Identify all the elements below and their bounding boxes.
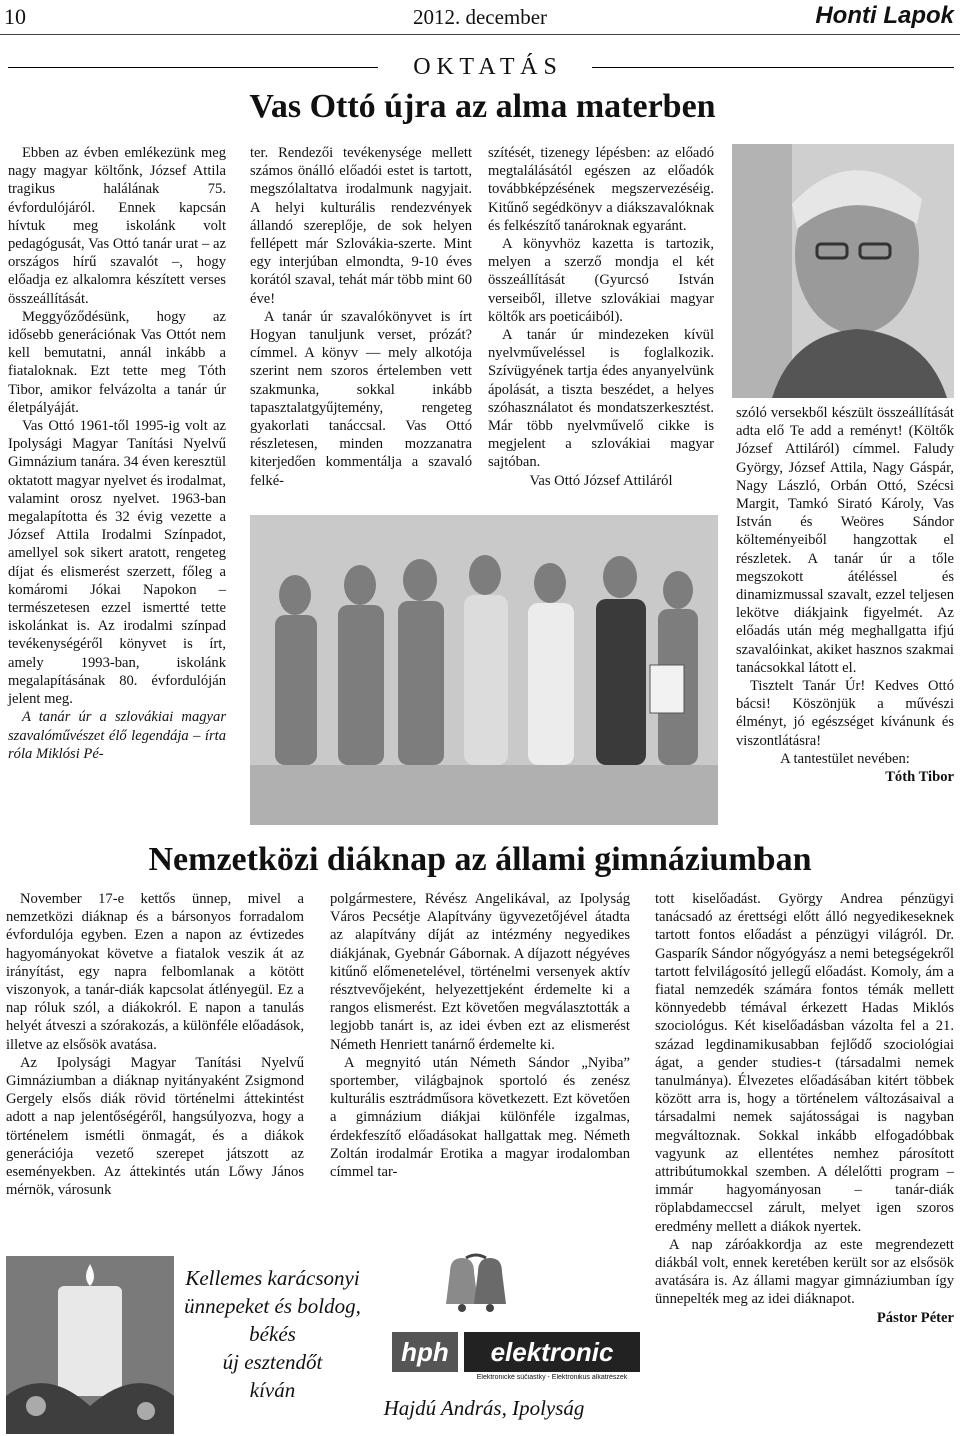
logo-hph: hph: [392, 1332, 458, 1372]
paragraph: A tanár úr a szlovákiai magyar szavalóművészet élő legendája – írta róla Miklósi Pé-: [8, 709, 226, 762]
ad-logo: [392, 1332, 640, 1388]
section-rule-left: [8, 67, 378, 68]
article1-column-4: [736, 404, 954, 786]
header-rule: [0, 34, 960, 35]
paragraph: szóló versekből készült összeállítását adta elő Te add a reményt! (Költők József Attiláról) címmel. Faludy György, József Attila, Nagy Gáspár, Nagy László, Orbán Ottó, Szécsi Margit, Tamkó Sirató Károly, Vas István és Weöres Sándor költeményeiből hangzottak el részletek. A tanár úr a tőle megszokott átéléssel és dinamizmussal szavalt, ezzel teljesen lekötve diákjaink figyelmét. Az előadás után még meghallgatta ifjú szavalóinkat, akiket hasznos szakmai tanácsokkal látott el.: [736, 405, 954, 676]
paragraph: ter. Rendezői tevékenysége mellett számos önálló előadói estet is tartott, megszólaltatva irodalmunk nagyjait. A helyi kulturális rendezvények állandó szereplője, de sok helyen fellépett már Szlovákia-szerte. Mint egy interjúban elmondta, 9-10 éves korától szaval, tehát már több mint 60 éve!: [250, 145, 472, 307]
paragraph: Meggyőződésünk, hogy az idősebb generációnak Vas Ottót nem kell bemutatni, annál inkább a fiataloknak. Ezt tette meg Tóth Tibor, amikor felvázolta a tanár úr életpályáját.: [8, 308, 226, 416]
paragraph: A nap záróakkordja az este megrendezett diákbál volt, ennek keretében került sor az elsősök avatására is. Az állami magyar gimnáziumban így ünnepelték meg az idei diáknapot.: [655, 1236, 954, 1308]
section-rule-right: [592, 67, 954, 68]
greeting-line: új esztendőt: [222, 1350, 323, 1374]
article1-column-3: [488, 144, 714, 490]
paragraph: A könyvhöz kazetta is tartozik, melyen a szerző mondja el két összeállítását (Gyurcsó István verseiből, illetve szlovákiai magyar költők ars poeticáiból).: [488, 236, 714, 325]
article1-column-1: [8, 144, 226, 763]
greeting-line: békés: [249, 1322, 296, 1346]
author: Tóth Tibor: [885, 769, 954, 786]
paragraph: szítését, tizenegy lépésben: az előadó megtalálásától egészen az előadók továbbképzésének megszervezéséig. Kitűnő segédkönyv a diákszavalóknak és felkészítő tanároknak egyaránt.: [488, 145, 714, 234]
page-number: 10: [4, 4, 26, 29]
paragraph: November 17-e kettős ünnep, mivel a nemzetközi diáknap és a bársonyos forradalom évfordulója egyben. Ezen a napon az évtizedes hagyományokat követve a fiatalok veszik át az irányítást, egy napra felbomlanak a kötött viszonyok, a tanár-diák kapcsolat átlényegül. Ez a nap róluk szól, a diákokról. E napon a tanulás helyét átveszi a szórakozás, a különféle előadások, illetve az elsősök avatása.: [6, 891, 304, 1053]
logo-subtitle: Elektronické súčiastky - Elektronikus alkatrészek: [476, 1374, 628, 1381]
article2-title: Nemzetközi diáknap az állami gimnáziumban: [148, 841, 812, 878]
paragraph: tott kiselőadást. György Andrea pénzügyi tanácsadó az érettségi előtt álló negyedikeseknek tartott fontos előadást a pénzügyi világról. Dr. Gasparík Sándor nőgyógyász a nemi betegségekről tartott felvilágosító jellegű előadást. Komoly, ám a fiatal nemzedék számára fontos témák mellett könnyedebb témával érkezett Hadas Miklós szociológus. Két kiselőadásban vázolta fel a 21. század legdinamikusabban fejlődő szociológiai ágat, a gender studies-t (társadalmi nemek tanulmánya). Élvezetes előadásában kitért többek között arra is, hogy a történelem változásaival a társadalmi nemek sajátosságai is nagyban megváltoznak. Sokkal inkább elfogadóbbak vagyunk az ellentétes nemhez párosított attribútumokkal szemben. A délelőtti program – immár hagyományosan – tanár-diák röplabdameccsel zárult, melyet igen szoros eredmény mellett a diákok nyertek.: [655, 891, 954, 1235]
article2-column-1: [6, 890, 304, 1199]
article1-column-2: [250, 144, 472, 490]
paragraph: Vas Ottó 1961-től 1995-ig volt az Ipolysági Magyar Tanítási Nyelvű Gimnázium tanára. 34 éven keresztül oktatott magyar nyelvet és irodalmat, valamint orosz nyelvet. 1963-ban megalapította és 32 évig vezette a József Attila Irodalmi Színpadot, amellyel sok sikert aratott, rengeteg díjat és elismerést szerzett, főleg a komáromi Jókai Napokon – természetesen ezzel ismertté tette iskolánkat is. Az irodalmi színpad tevékenységéről könyvet is írt, amely 1993-ban, iskolánk megalapításának 80. évfordulóján jelent meg.: [8, 418, 226, 708]
paragraph: Ebben az évben emlékezünk meg nagy magyar költőnk, József Attila tragikus halálának 75. évfordulójáról. Ennek kapcsán hívtuk meg iskolánk volt pedagógusát, Vas Ottó tanár urat – az országos hírű szavalót –, hogy előadja ez alkalomra készített verses összeállítását.: [8, 145, 226, 307]
candle-photo: [6, 1256, 174, 1434]
issue-date: 2012. december: [412, 5, 548, 29]
portrait-photo: [732, 144, 954, 398]
article2-column-3: [655, 890, 954, 1327]
paragraph: Az Ipolysági Magyar Tanítási Nyelvű Gimnáziumban a diáknap nyitányaként Zsigmond Gergely elsős diák rövid történelmi áttekintést adott a nap jelentőségéről, hangsúlyozva, hogy a történelem ismétli önmagát, és a diákok generációja vezető szerepet játszott az eseményekben. Az áttekintés után Lőwy János mérnök, városunk: [6, 1054, 304, 1199]
author: Pástor Péter: [876, 1309, 954, 1326]
paragraph: A tanár úr mindezeken kívül nyelvműveléssel is foglalkozik. Szívügyének tartja édes anyanyelvünk ápolását, a tiszta beszédet, a helyes szóhasználatot és mondatszerkesztést. Már több nyelvművelő cikke is megjelent a szlovákiai magyar sajtóban.: [488, 327, 714, 471]
logo-elektronic: elektronic: [464, 1332, 640, 1372]
group-photo: [250, 515, 718, 825]
article1-title: Vas Ottó újra az alma materben: [249, 88, 716, 125]
ad-greeting: [170, 1264, 375, 1404]
paragraph: Tisztelt Tanár Úr! Kedves Ottó bácsi! Köszönjük a művészi élményt, jó egészséget kívánunk és viszontlátásra!: [736, 678, 954, 749]
paragraph: polgármestere, Révész Angelikával, az Ipolyság Város Pecsétje Alapítvány ügyvezetőjével átadta az alapítvány díját az intézmény negyedikes diákjának, Gyebnár Gábornak. A díjazott négyéves kitűnő előmenetelével, történelmi versenyek aktív résztvevőjeként, helyezettjeként érdemelte ki a rangos elismerést. Ezt követően megválasztották a legjobb tanárt is, az idei évben ezt az elismerést Németh Henriett tanárnő érdemelte ki.: [330, 891, 630, 1053]
section-label: O K T A T Á S: [413, 54, 557, 80]
bells-icon: [436, 1252, 516, 1324]
paragraph: A tanár úr szavalókönyvet is írt Hogyan tanuljunk verset, prózát? címmel. A könyv — mely alkotója szerint nem szoros értelemben vett szakmunka, sokkal inkább tapasztalatgyűjtemény, rengeteg gyakorlati tanáccsal. Vas Ottó részletesen, minden mozzanatra kiterjedően kommentálja a szavaló felké-: [250, 308, 472, 489]
paragraph: Vas Ottó József Attiláról: [529, 472, 673, 489]
article2-column-2: [330, 890, 630, 1181]
paragraph: A megnyitó után Németh Sándor „Nyiba” sportember, világbajnok sportoló és zenész kulturális esztrádműsora következett. Ezt követően a gimnázium diákjai különféle izgalmas, érdekfeszítő előadásokat hallgattak meg. Németh Zoltán irodalmár Erotika a magyar irodalomban címmel tar-: [330, 1054, 630, 1181]
ad-signature: Hajdú András, Ipolyság: [383, 1396, 585, 1420]
paragraph: A tantestület nevében:: [780, 750, 910, 767]
paper-name: Honti Lapok: [815, 2, 954, 29]
greeting-line: kíván: [249, 1378, 296, 1402]
greeting-line: ünnepeket és boldog,: [184, 1294, 361, 1318]
greeting-line: Kellemes karácsonyi: [185, 1266, 360, 1290]
